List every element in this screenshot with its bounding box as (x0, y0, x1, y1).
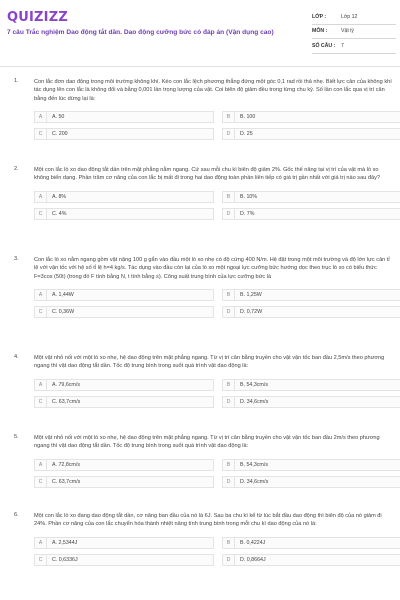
option-c[interactable] (34, 208, 214, 220)
question-1 (14, 78, 392, 140)
question-number: 2. (14, 166, 19, 172)
option-text: A. 1,44W (52, 292, 74, 299)
option-key: D (223, 396, 235, 408)
option-d[interactable] (222, 306, 400, 318)
option-key: C (35, 396, 47, 408)
option-key: B (223, 111, 235, 123)
option-key: C (35, 554, 47, 566)
question-number: 5. (14, 434, 19, 440)
option-text: D. 34,6cm/s (240, 398, 269, 405)
option-d[interactable] (222, 396, 400, 408)
option-text: B. 1,25W (240, 292, 262, 299)
question-number: 1. (14, 78, 19, 84)
meta-count-label: SỐ CÂU : (312, 42, 336, 49)
option-b[interactable] (222, 191, 400, 203)
option-d[interactable] (222, 476, 400, 488)
answer-options (34, 459, 392, 488)
option-key: A (35, 379, 47, 391)
answer-options (34, 379, 392, 408)
answer-options (34, 191, 392, 220)
option-a[interactable] (34, 191, 214, 203)
option-text: A. 79,6cm/s (52, 381, 80, 388)
option-c[interactable] (34, 306, 214, 318)
option-key: B (223, 191, 235, 203)
option-text: C. 0,6336J (52, 556, 78, 563)
option-b[interactable] (222, 537, 400, 549)
option-d[interactable] (222, 128, 400, 140)
option-key: A (35, 289, 47, 301)
option-a[interactable] (34, 537, 214, 549)
question-number: 4. (14, 354, 19, 360)
meta-class-label: LỚP : (312, 13, 327, 20)
option-a[interactable] (34, 459, 214, 471)
option-b[interactable] (222, 459, 400, 471)
meta-class-value: Lớp 12 (341, 13, 358, 20)
option-text: C. 200 (52, 131, 68, 138)
option-text: D. 0,8664J (240, 556, 266, 563)
option-key: B (223, 289, 235, 301)
option-text: A. 8% (52, 193, 67, 200)
answer-options (34, 289, 392, 318)
option-key: B (223, 537, 235, 549)
option-c[interactable] (34, 476, 214, 488)
question-text: Một con lắc lò xo dao động tắt dần trên mặt phẳng nằm ngang. Cứ sau mỗi chu kì biên độ giảm 2%. Gốc thế năng tại vị trí của vật mà lò xo không biến dạng. Phần trăm cơ năng của con lắc bị mất đi trong hai dao động toàn phần liên tiếp có giá trị gần nhất với giá trị nào sau đây? (34, 167, 380, 182)
question-6 (14, 512, 392, 566)
option-text: B. 54,3cm/s (240, 381, 268, 388)
meta-subject-value: Vật lý (341, 28, 354, 35)
question-number: 3. (14, 256, 19, 262)
question-text: Con lắc lò xo nằm ngang gồm vật nặng 100 g gắn vào đầu một lò xo nhẹ có độ cứng 400 N/m. Hệ đặt trong một môi trường và độ lớn lực cản tỉ lệ với vận tốc với hệ số tỉ lệ h=4 kg/s. Tác dụng vào đầu còn lại của lò xo một ngoại lực cưỡng bức hướng dọc theo trục lò xo có biểu thức F=3cos (50t) (trong đó F tính bằng N, t tính bằng s). Công suất trung bình của lực cưỡng bức là (34, 257, 390, 280)
option-text: B. 54,3cm/s (240, 461, 268, 468)
option-c[interactable] (34, 396, 214, 408)
option-text: C. 63,7cm/s (52, 398, 81, 405)
option-key: B (223, 459, 235, 471)
option-text: D. 25 (240, 131, 253, 138)
option-b[interactable] (222, 111, 400, 123)
option-text: A. 72,8cm/s (52, 461, 80, 468)
answer-options (34, 111, 392, 140)
option-key: B (223, 379, 235, 391)
question-text: Con lắc đơn dao động trong môi trường không khí. Kéo con lắc lệch phương thẳng đứng một góc 0,1 rad rồi thả nhẹ. Biết lực cản của không khí tác dụng lên con lắc là không đổi và bằng 0,001 lần trọng lượng của vật. Coi biên độ giảm đều trong từng chu kỳ. Số lần con lắc qua vị trí cân bằng đến lúc dừng lại là: (34, 79, 392, 102)
option-key: C (35, 208, 47, 220)
meta-count (312, 39, 396, 54)
option-a[interactable] (34, 289, 214, 301)
meta-subject (312, 25, 396, 40)
question-3 (14, 256, 392, 318)
quiz-meta (312, 10, 396, 54)
option-text: A. 50 (52, 114, 65, 121)
option-key: A (35, 459, 47, 471)
question-4 (14, 354, 392, 408)
option-text: B. 10% (240, 193, 258, 200)
option-a[interactable] (34, 379, 214, 391)
option-c[interactable] (34, 554, 214, 566)
meta-subject-label: MÔN : (312, 28, 328, 35)
meta-class (312, 10, 396, 25)
option-text: C. 63,7cm/s (52, 478, 81, 485)
option-d[interactable] (222, 554, 400, 566)
answer-options (34, 537, 392, 566)
page-header (0, 0, 400, 66)
option-text: D. 34,6cm/s (240, 478, 269, 485)
page-title: 7 câu Trắc nghiệm Dao động tắt dần. Dao động cưỡng bức có đáp án (Vận dụng cao) (7, 29, 274, 36)
question-text: Một con lắc lò xo đang dao động tắt dần, cơ năng ban đầu của nó là 6J. Sau ba chu kì kể từ lúc bắt đầu dao động thì biên độ của nó giảm đi 24%. Phần cơ năng của con lắc chuyển hóa thành nhiệt năng tính trung bình trong mỗi chu kì dao động của nó là: (34, 513, 382, 528)
option-b[interactable] (222, 379, 400, 391)
option-d[interactable] (222, 208, 400, 220)
option-text: C. 4% (52, 210, 67, 217)
option-text: D. 0,72W (240, 309, 263, 316)
option-key: C (35, 306, 47, 318)
option-text: B. 100 (240, 114, 256, 121)
option-key: C (35, 128, 47, 140)
option-key: D (223, 208, 235, 220)
question-text: Một vật nhỏ nối với một lò xo nhẹ, hệ dao động trên mặt phẳng ngang. Từ vị trí cân bằng truyền cho vật vận tốc ban đầu 2,5m/s theo phương ngang thì vật dao động tắt dần. Tốc độ trung bình trong suốt quá trình vật dao động là: (34, 355, 385, 370)
header-divider (0, 66, 400, 67)
option-text: D. 7% (240, 210, 255, 217)
option-key: A (35, 111, 47, 123)
option-key: A (35, 191, 47, 203)
question-text: Một vật nhỏ nối với một lò xo nhẹ, hệ dao động trên mặt phẳng ngang. Từ vị trí cân bằng truyền cho vật vận tốc ban đầu 2m/s theo phương ngang thì vật dao động tắt dần. Tốc độ trung bình trong suốt quá trình vật dao động là: (34, 435, 380, 450)
question-5 (14, 434, 392, 488)
option-key: D (223, 128, 235, 140)
option-text: A. 2,5344J (52, 539, 78, 546)
option-key: C (35, 476, 47, 488)
option-key: D (223, 554, 235, 566)
meta-count-value: 7 (341, 42, 344, 49)
option-b[interactable] (222, 289, 400, 301)
question-number: 6. (14, 512, 19, 518)
option-text: C. 0,36W (52, 309, 75, 316)
question-2 (14, 166, 392, 220)
option-a[interactable] (34, 111, 214, 123)
option-key: A (35, 537, 47, 549)
option-key: D (223, 306, 235, 318)
quizizz-logo: QUIZIZZ (7, 10, 68, 25)
option-text: B. 0,4224J (240, 539, 266, 546)
option-c[interactable] (34, 128, 214, 140)
option-key: D (223, 476, 235, 488)
